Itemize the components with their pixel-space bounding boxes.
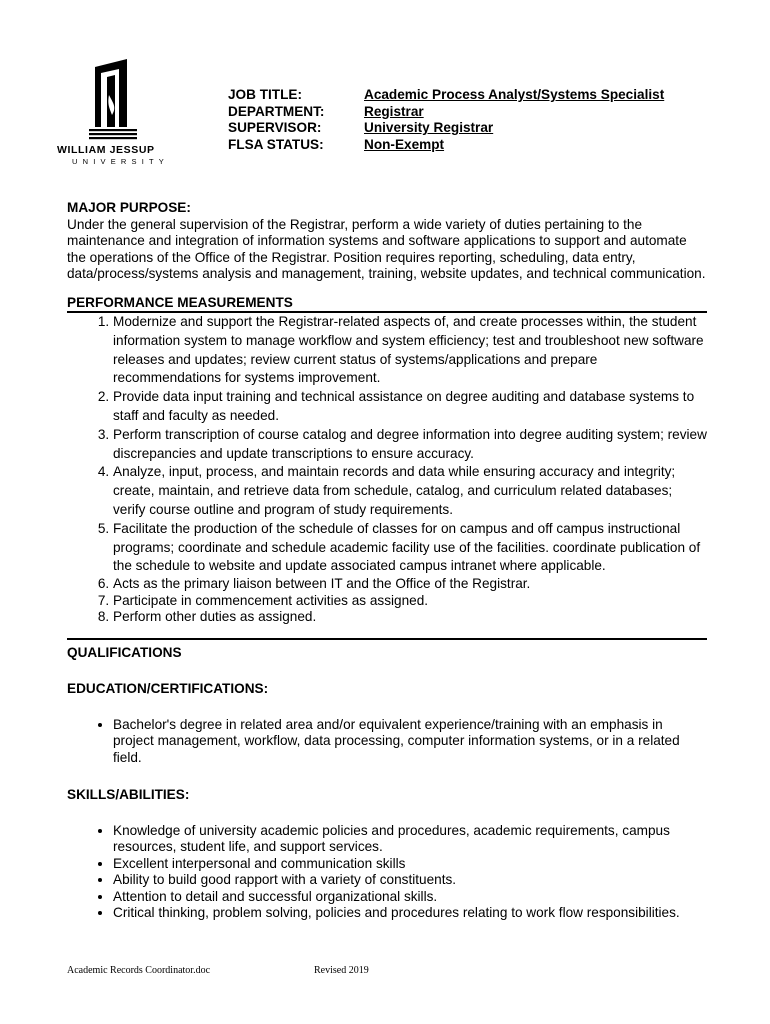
header-value: Academic Process Analyst/Systems Specialist xyxy=(364,87,665,102)
logo-name: WILLIAM JESSUP xyxy=(57,144,155,156)
list-item: 6. Acts as the primary liaison between IT and the Office of the Registrar. xyxy=(113,576,707,593)
document-body xyxy=(67,200,707,922)
qualifications-heading: QUALIFICATIONS xyxy=(67,644,182,660)
list-item: 4. Analyze, input, process, and maintain records and data while ensuring accuracy and integrity; create, maintain, and retrieve data from schedule, catalog, and curriculum related databases; verify course outline and program of study requirements. xyxy=(113,463,707,519)
list-item: 8. Perform other duties as assigned. xyxy=(113,609,707,626)
logo-subtitle: UNIVERSITY xyxy=(72,157,170,166)
header-label: DEPARTMENT: xyxy=(228,103,325,119)
purpose-heading: MAJOR PURPOSE: xyxy=(67,200,191,215)
list-item: 7. Participate in commencement activities as assigned. xyxy=(113,593,707,610)
skills-list xyxy=(67,823,707,922)
header-label: FLSA STATUS: xyxy=(228,136,324,152)
list-item: • Critical thinking, problem solving, policies and procedures relating to work flow responsibilities. xyxy=(113,905,707,922)
education-list xyxy=(67,717,707,767)
header-row-flsa-status xyxy=(228,137,664,154)
list-item: • Excellent interpersonal and communication skills xyxy=(113,856,707,873)
purpose-text: Under the general supervision of the Registrar, perform a wide variety of duties pertaining to the maintenance and integration of information systems and software applications to support and automate the operations of the Office of the Registrar. Position requires reporting, scheduling, data entry, data/process/systems analysis and management, training, website updates, and technical communication. xyxy=(67,216,706,281)
header-value: Registrar xyxy=(364,103,424,119)
header-label: SUPERVISOR: xyxy=(228,120,322,135)
list-item: • Ability to build good rapport with a variety of constituents. xyxy=(113,872,707,889)
header-value: University Registrar xyxy=(364,120,494,135)
header-row-department xyxy=(228,104,664,121)
footer-revised: Revised 2019 xyxy=(314,965,369,976)
education-heading: EDUCATION/CERTIFICATIONS: xyxy=(67,681,269,697)
list-item: 1. Modernize and support the Registrar-related aspects of, and create processes within, the student information system to manage workflow and system efficiency; test and troubleshoot new software releases and updates; review current status of systems/applications and prepare recommendations for systems improvement. xyxy=(113,313,707,388)
list-item: • Attention to detail and successful organizational skills. xyxy=(113,889,707,906)
skills-heading: SKILLS/ABILITIES: xyxy=(67,787,190,803)
performance-heading: PERFORMANCE MEASUREMENTS xyxy=(67,295,707,314)
section-divider xyxy=(67,638,707,640)
job-header xyxy=(228,87,664,153)
list-item: • Knowledge of university academic policies and procedures, academic requirements, campus resources, student life, and support services. xyxy=(113,823,707,856)
list-item: • Bachelor's degree in related area and/or equivalent experience/training with an emphasis in project management, workflow, data processing, computer information systems, or in a related field. xyxy=(113,717,707,767)
list-item: 5. Facilitate the production of the schedule of classes for on campus and off campus instructional programs; coordinate and schedule academic facility use of the facilities. coordinate publication of the schedule to website and update associated campus intranet where applicable. xyxy=(113,520,707,576)
header-row-job-title xyxy=(228,87,664,104)
footer-filename: Academic Records Coordinator.doc xyxy=(67,965,211,976)
header-row-supervisor xyxy=(228,120,664,137)
list-item: 2. Provide data input training and technical assistance on degree auditing and database systems to staff and faculty as needed. xyxy=(113,388,707,426)
header-label: JOB TITLE: xyxy=(228,87,303,102)
header-value: Non-Exempt xyxy=(364,136,445,152)
list-item: 3. Perform transcription of course catalog and degree information into degree auditing system; review discrepancies and update transcriptions to ensure accuracy. xyxy=(113,426,707,464)
performance-list xyxy=(67,313,707,626)
